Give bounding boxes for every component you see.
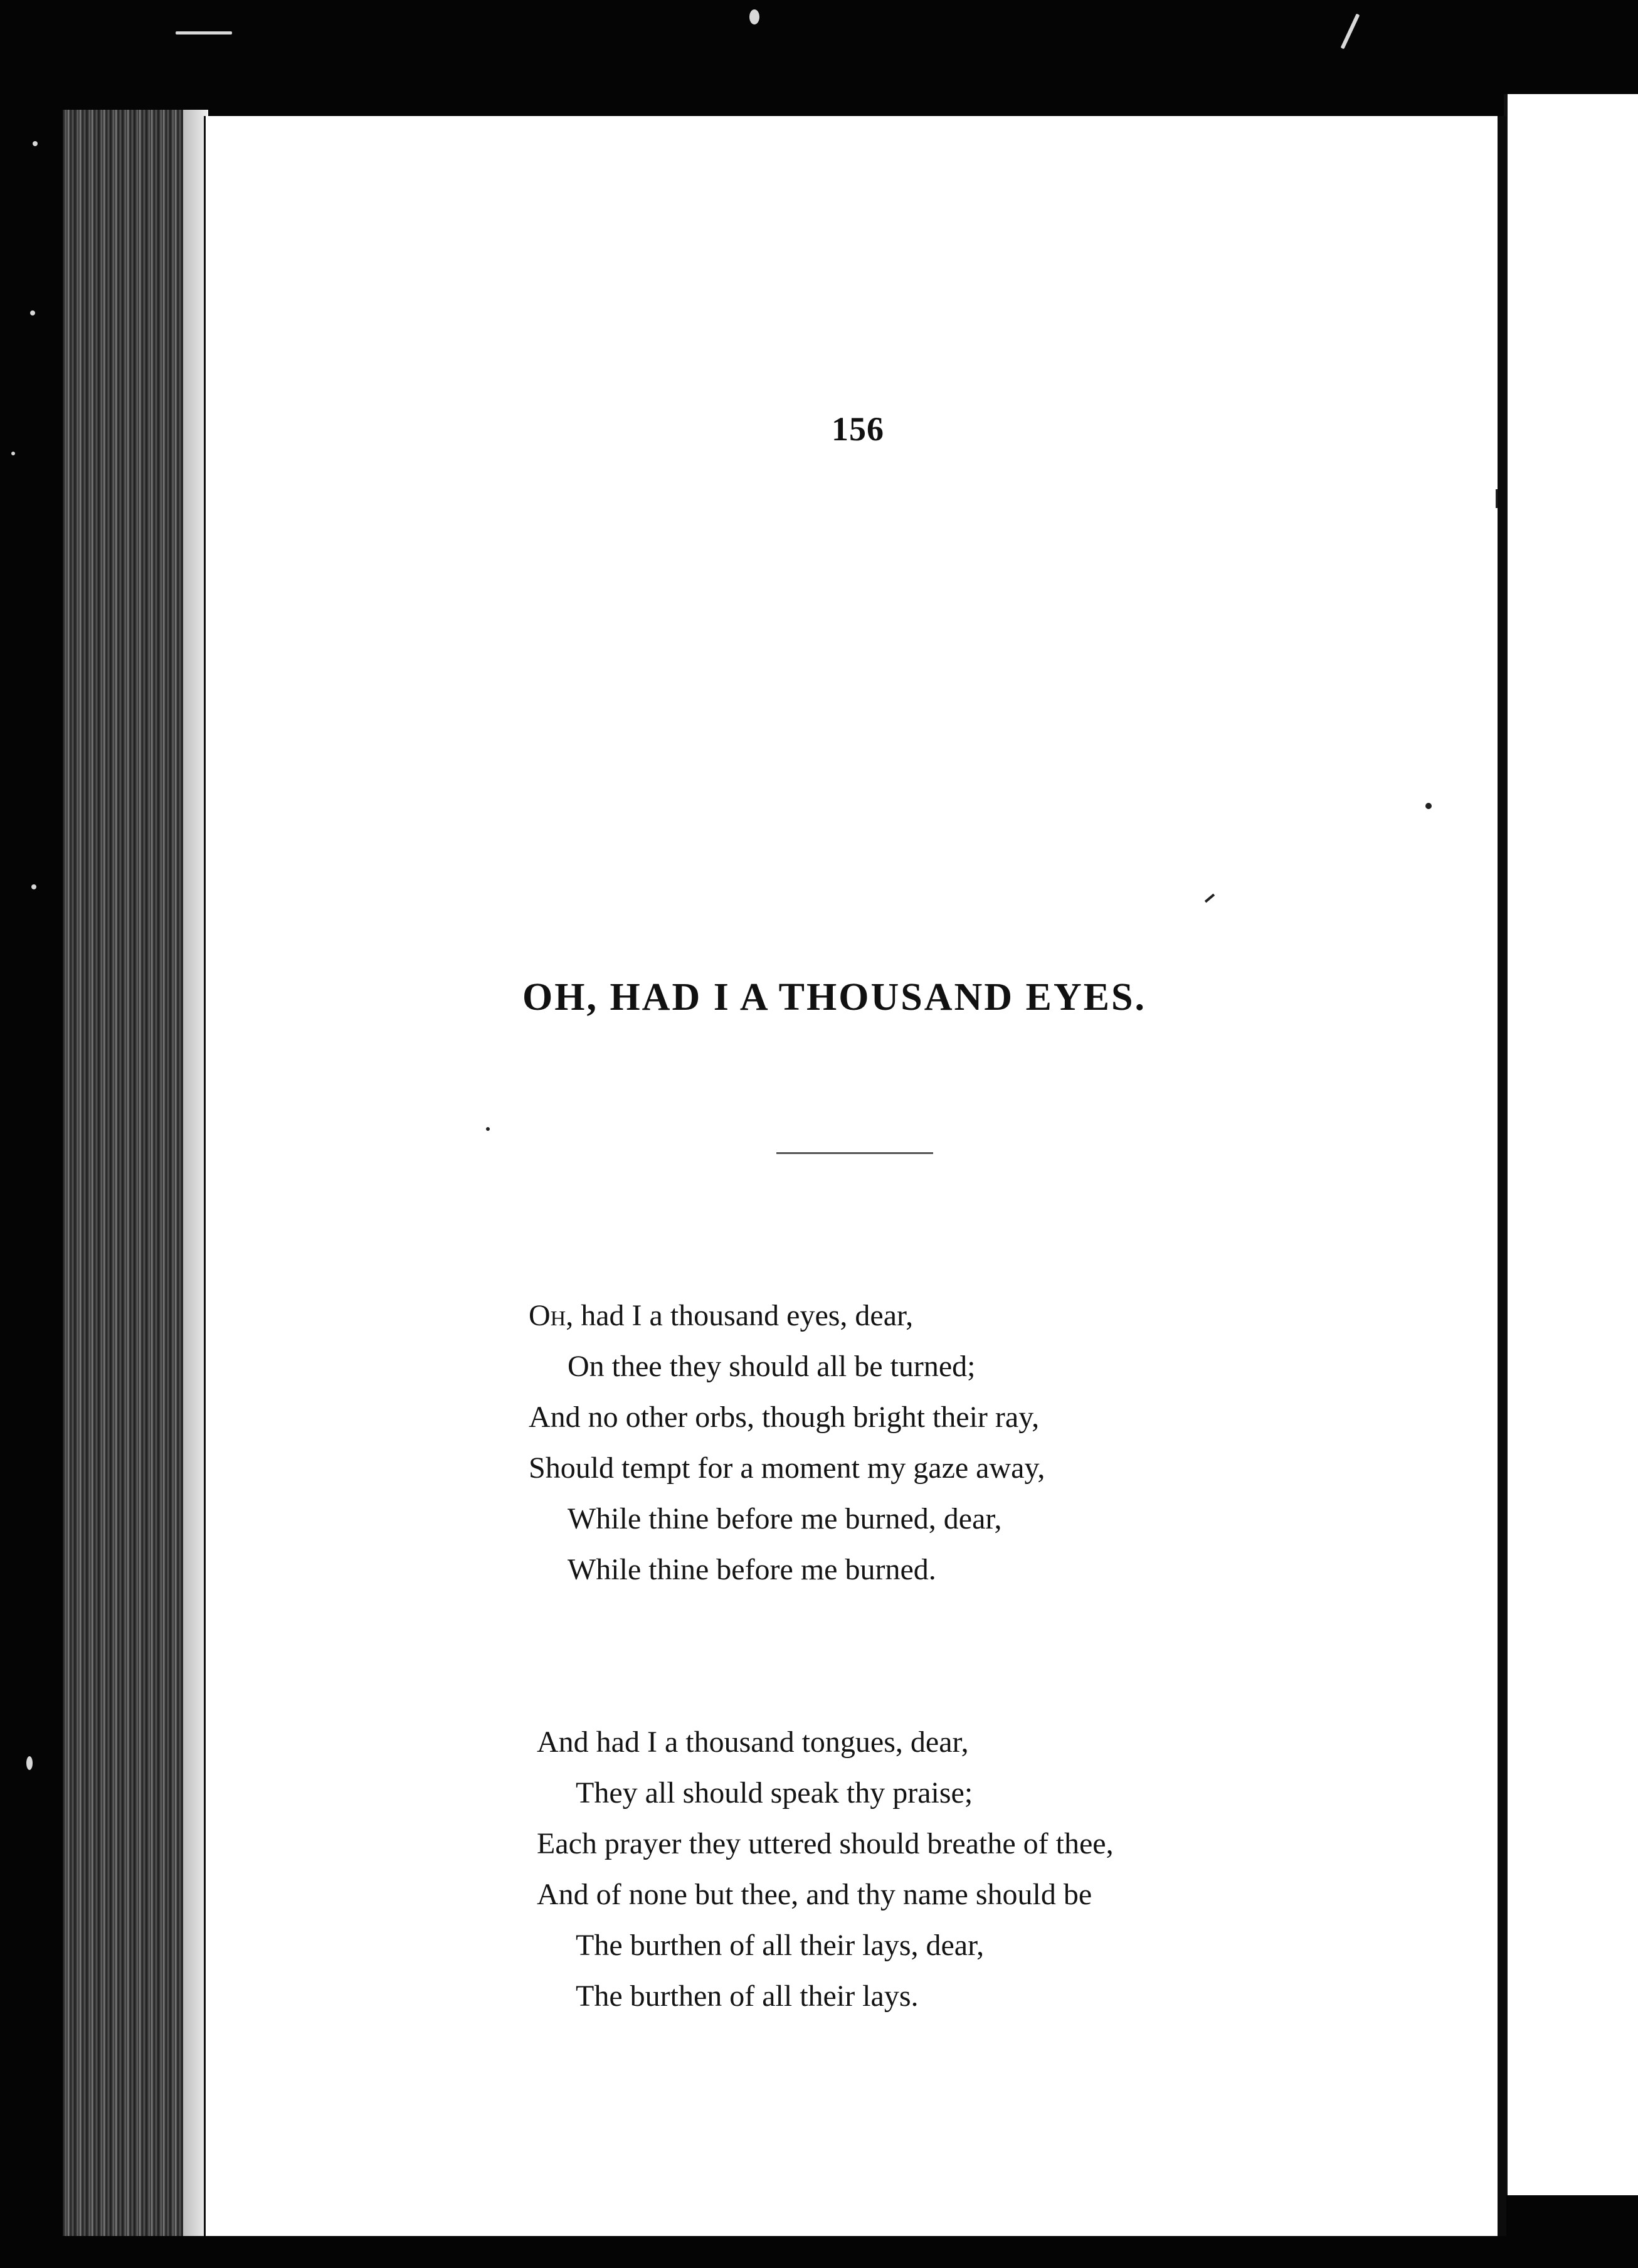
page-number: 156 [832,410,884,448]
poem-line: And of none but thee, and thy name should be [537,1878,1092,1911]
scan-speck [26,1756,33,1770]
poem-line: Should tempt for a moment my gaze away, [529,1451,1045,1485]
stanza-2 [537,1717,1114,2022]
poem-line: And no other orbs, though bright their ray, [529,1401,1040,1434]
scan-speck [11,452,15,455]
poem-line: While thine before me burned, dear, [568,1502,1002,1535]
book-page [204,116,1506,2236]
scan-speck [33,141,38,146]
poem-title: OH, HAD I A THOUSAND EYES. [522,976,1147,1019]
scan-speck [749,9,759,24]
poem-line: Each prayer they uttered should breathe of thee, [537,1827,1114,1860]
poem-line: And had I a thousand tongues, dear, [537,1725,969,1759]
scan-speck [30,310,35,315]
poem-line: Oh, had I a thousand eyes, dear, [529,1299,914,1332]
ink-dot [486,1127,490,1131]
poem-line: The burthen of all their lays, dear, [576,1929,985,1962]
page-edges [63,110,208,2236]
ink-dot [1425,803,1432,809]
scan-speck [31,884,36,889]
title-divider [776,1152,933,1154]
ink-mark [1205,894,1215,903]
scan-speck [1341,14,1360,50]
next-page-edge [1504,94,1638,2195]
stanza-1 [529,1290,1045,1595]
poem-line: On thee they should all be turned; [568,1350,976,1383]
poem-line: The burthen of all their lays. [576,1979,919,2013]
poem-line: They all should speak thy praise; [576,1776,973,1810]
drop-word: Oh [529,1299,566,1332]
poem-line: While thine before me burned. [568,1553,936,1586]
ink-mark [1496,489,1498,508]
scan-speck [176,31,232,34]
